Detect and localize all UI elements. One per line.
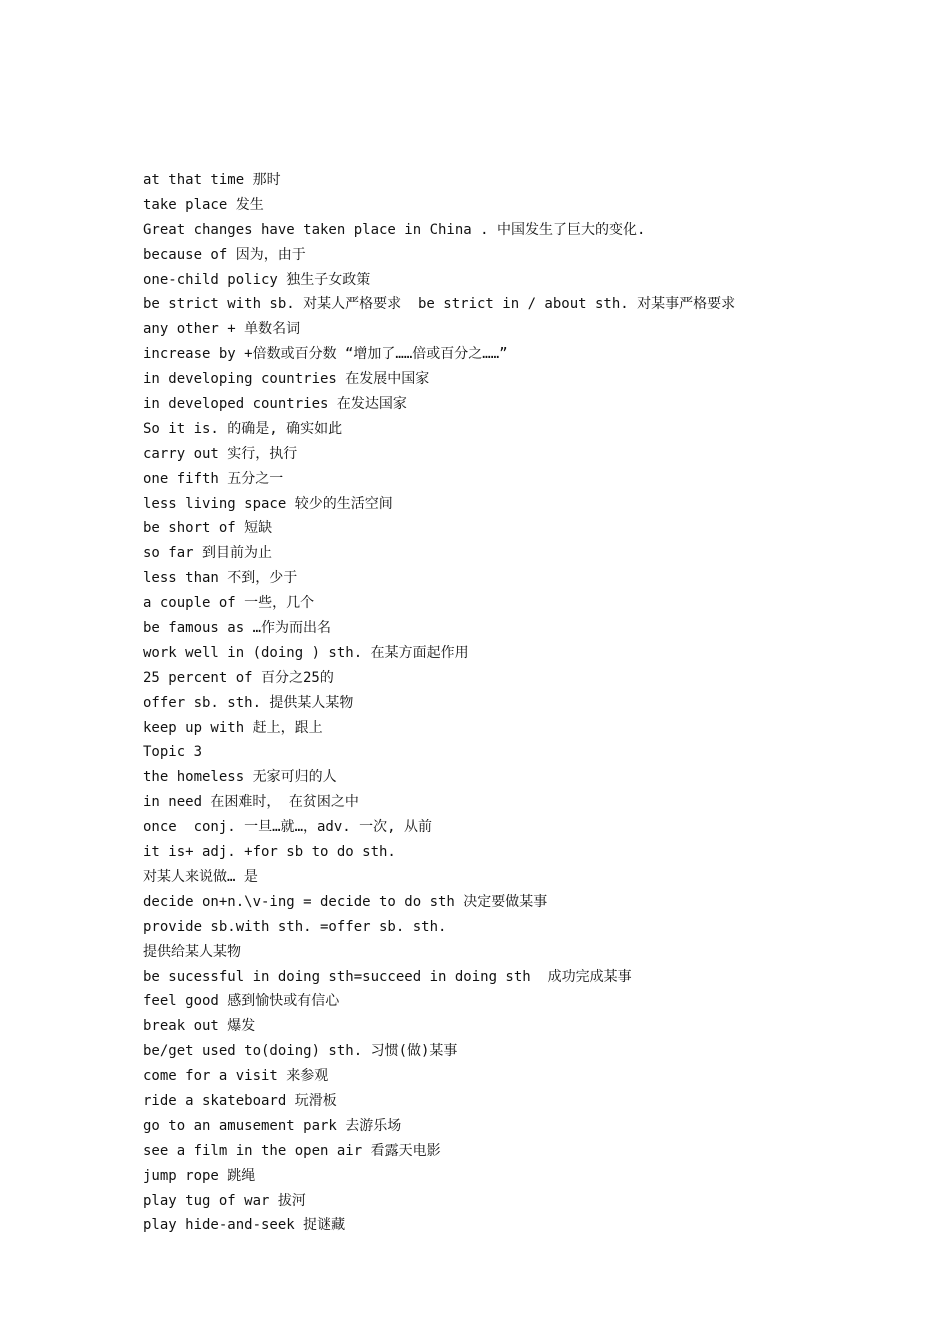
vocab-line: keep up with 赶上，跟上	[143, 719, 323, 736]
vocab-line: one-child policy 独生子女政策	[143, 271, 371, 288]
vocab-line: provide sb.with sth. =offer sb. sth.	[143, 918, 447, 935]
vocab-line: feel good 感到愉快或有信心	[143, 993, 340, 1010]
vocab-line: any other + 单数名词	[143, 321, 301, 338]
vocab-line: less living space 较少的生活空间	[143, 495, 393, 512]
vocab-line: carry out 实行，执行	[143, 445, 298, 462]
vocab-line: increase by +倍数或百分数 “增加了……倍或百分之……”	[143, 346, 508, 363]
vocab-line: in developing countries 在发展中国家	[143, 371, 430, 388]
vocab-line: go to an amusement park 去游乐场	[143, 1117, 402, 1134]
vocab-line: in need 在困难时， 在贫困之中	[143, 794, 359, 811]
vocab-line: take place 发生	[143, 196, 264, 213]
vocab-line: offer sb. sth. 提供某人某物	[143, 694, 354, 711]
vocab-line: be famous as …作为而出名	[143, 620, 332, 637]
vocab-line: be strict with sb. 对某人严格要求 be strict in / about sth. 对某事严格要求	[143, 296, 736, 313]
vocab-line: so far 到目前为止	[143, 545, 273, 562]
vocab-line: decide on+n.\v-ing = decide to do sth 决定要做某事	[143, 893, 548, 910]
vocab-line: a couple of 一些，几个	[143, 595, 315, 612]
vocab-line: one fifth 五分之一	[143, 470, 284, 487]
vocab-line: be/get used to(doing) sth. 习惯(做)某事	[143, 1043, 458, 1060]
vocab-line: less than 不到，少于	[143, 570, 298, 587]
vocab-line: jump rope 跳绳	[143, 1167, 256, 1184]
vocab-line: 提供给某人某物	[143, 943, 241, 960]
vocabulary-list	[143, 168, 923, 1238]
vocab-line: be short of 短缺	[143, 520, 273, 537]
vocab-line: in developed countries 在发达国家	[143, 396, 407, 413]
vocab-line: see a film in the open air 看露天电影	[143, 1142, 441, 1159]
vocab-line: at that time 那时	[143, 172, 281, 188]
vocab-line: ride a skateboard 玩滑板	[143, 1092, 337, 1109]
vocab-line: 25 percent of 百分之25的	[143, 669, 334, 686]
vocab-line: Great changes have taken place in China . 中国发生了巨大的变化.	[143, 221, 646, 238]
vocab-line: play tug of war 拔河	[143, 1192, 306, 1209]
vocab-line: the homeless 无家可归的人	[143, 769, 337, 786]
vocab-line: work well in (doing ) sth. 在某方面起作用	[143, 644, 469, 661]
vocab-line: once conj. 一旦…就…，adv. 一次, 从前	[143, 819, 433, 836]
vocab-line: be sucessful in doing sth=succeed in doing sth 成功完成某事	[143, 968, 632, 985]
vocab-line: break out 爆发	[143, 1018, 256, 1035]
section-heading: Topic 3	[143, 744, 203, 761]
vocab-line: because of 因为，由于	[143, 246, 306, 263]
vocab-line: come for a visit 来参观	[143, 1068, 329, 1085]
vocab-line: 对某人来说做… 是	[143, 868, 258, 885]
vocab-line: it is+ adj. +for sb to do sth.	[143, 844, 396, 861]
vocab-line: play hide-and-seek 捉谜藏	[143, 1217, 346, 1234]
vocab-line: So it is. 的确是, 确实如此	[143, 420, 343, 437]
